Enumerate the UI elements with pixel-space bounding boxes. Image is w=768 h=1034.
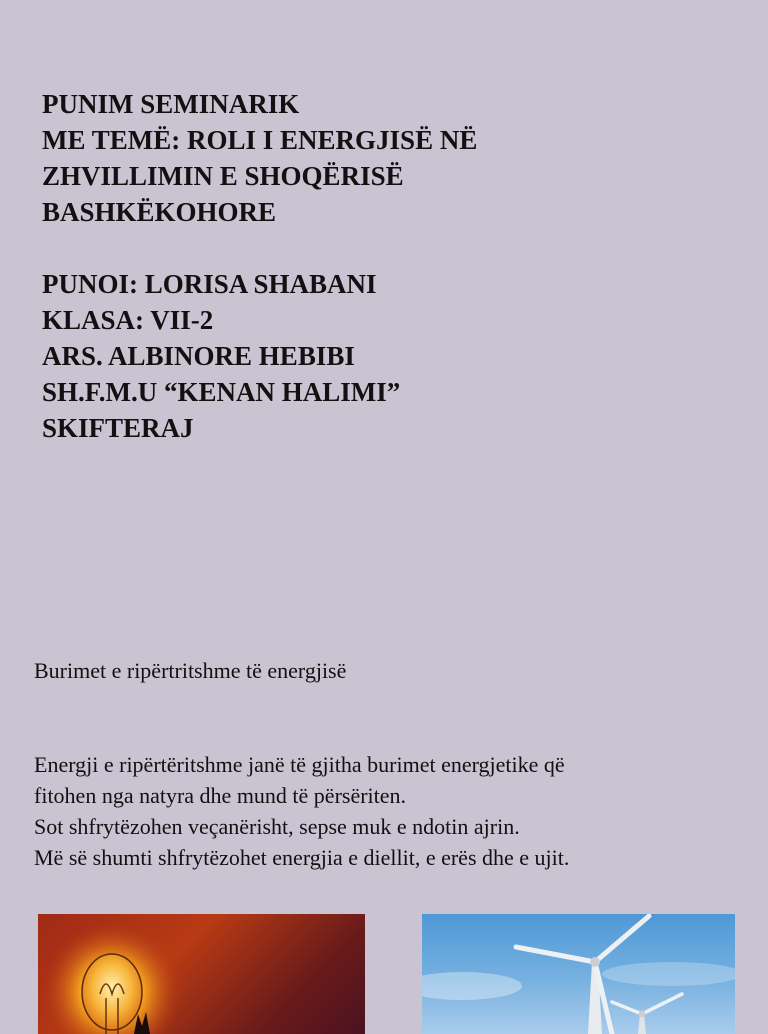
place-name: SKIFTERAJ bbox=[42, 413, 194, 443]
paragraph-line-1: Energji e ripërtëritshme janë të gjitha burimet energjetike që bbox=[34, 752, 565, 777]
light-bulb-image bbox=[38, 914, 365, 1034]
wind-turbines-image bbox=[422, 914, 735, 1034]
title-line-4: BASHKËKOHORE bbox=[42, 197, 277, 227]
paragraph-line-3: Sot shfrytëzohen veçanërisht, sepse muk e ndotin ajrin. bbox=[34, 814, 520, 839]
title-line-3: ZHVILLIMIN E SHOQËRISË bbox=[42, 161, 404, 191]
section-paragraph bbox=[34, 749, 754, 873]
paragraph-line-2: fitohen nga natyra dhe mund të përsëriten. bbox=[34, 783, 407, 808]
section-heading: Burimet e ripërtritshme të energjisë bbox=[34, 658, 347, 683]
author-name: PUNOI: LORISA SHABANI bbox=[42, 269, 377, 299]
title-line-2: ME TEMË: ROLI I ENERGJISË NË bbox=[42, 125, 478, 155]
wind-turbine-icon bbox=[422, 914, 735, 1034]
class-name: KLASA: VII-2 bbox=[42, 305, 214, 335]
teacher-name: ARS. ALBINORE HEBIBI bbox=[42, 341, 355, 371]
title-block bbox=[42, 86, 477, 446]
school-name: SH.F.M.U “KENAN HALIMI” bbox=[42, 377, 401, 407]
paragraph-line-4: Më së shumti shfrytëzohet energjia e diellit, e erës dhe e ujit. bbox=[34, 845, 570, 870]
light-bulb-icon bbox=[38, 914, 365, 1034]
title-line-1: PUNIM SEMINARIK bbox=[42, 89, 300, 119]
spacer bbox=[42, 230, 477, 266]
